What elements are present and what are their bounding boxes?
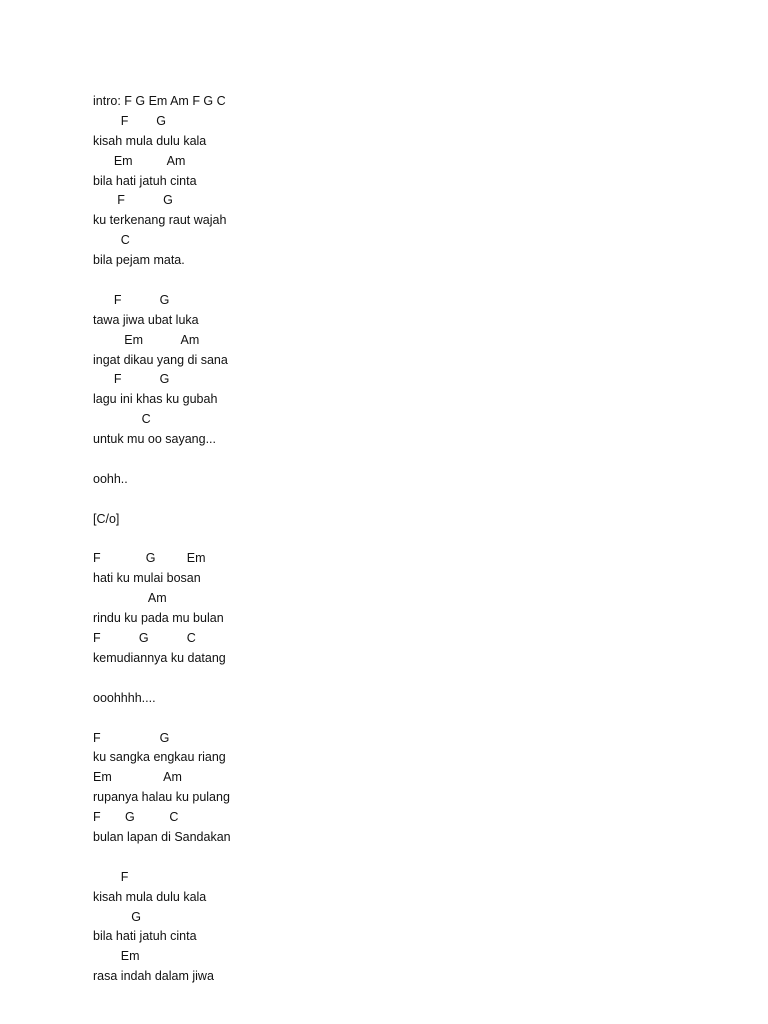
lyric-line: kisah mula dulu kala xyxy=(93,133,207,148)
lyric-line: F G xyxy=(93,372,170,387)
lyric-line: rasa indah dalam jiwa xyxy=(93,969,214,984)
lyric-line: lagu ini khas ku gubah xyxy=(93,392,218,407)
lyric-line: [C/o] xyxy=(93,511,120,526)
lyric-line: ku terkenang raut wajah xyxy=(93,213,227,228)
lyric-line: C xyxy=(93,233,130,248)
lyric-line: F G C xyxy=(93,631,196,646)
lyric-line: bulan lapan di Sandakan xyxy=(93,829,231,844)
lyric-line: rupanya halau ku pulang xyxy=(93,790,230,805)
blank-line xyxy=(93,490,733,510)
lyric-line: ku sangka engkau riang xyxy=(93,750,226,765)
lyric-line: intro: F G Em Am F G C xyxy=(93,94,226,108)
blank-line xyxy=(93,669,733,689)
blank-line xyxy=(93,709,733,729)
lyric-line: F xyxy=(93,869,129,884)
blank-line xyxy=(93,271,733,291)
lyric-line: tawa jiwa ubat luka xyxy=(93,312,199,327)
lyric-line: F G xyxy=(93,730,170,745)
lyric-line: bila hati jatuh cinta xyxy=(93,929,197,944)
lyric-line: hati ku mulai bosan xyxy=(93,571,201,586)
lyric-line: F G xyxy=(93,292,170,307)
lyric-line: ingat dikau yang di sana xyxy=(93,352,228,367)
blank-line xyxy=(93,530,733,550)
lyric-line: F G xyxy=(93,193,173,208)
blank-line xyxy=(93,848,733,868)
lyric-line: Am xyxy=(93,591,167,606)
lyric-line: Em Am xyxy=(93,332,200,347)
lyric-line: kisah mula dulu kala xyxy=(93,889,207,904)
lyric-line: bila pejam mata. xyxy=(93,253,185,268)
lyric-line: Em Am xyxy=(93,770,182,785)
lyric-line: ooohhhh.... xyxy=(93,690,156,705)
lyric-line: Em Am xyxy=(93,153,186,168)
lyric-line: F G Em xyxy=(93,551,206,566)
lyric-line: bila hati jatuh cinta xyxy=(93,173,197,188)
blank-line xyxy=(93,450,733,470)
lyric-line: Em xyxy=(93,949,140,964)
lyric-line: oohh.. xyxy=(93,471,128,486)
lyric-line: F G xyxy=(93,113,166,128)
lyric-line: kemudiannya ku datang xyxy=(93,650,226,665)
lyric-line: untuk mu oo sayang... xyxy=(93,432,216,447)
lyric-line: C xyxy=(93,412,151,427)
lyric-line: F G C xyxy=(93,810,179,825)
song-lyrics-chords xyxy=(93,92,733,987)
lyric-line: rindu ku pada mu bulan xyxy=(93,611,224,626)
lyric-line: G xyxy=(93,909,141,924)
